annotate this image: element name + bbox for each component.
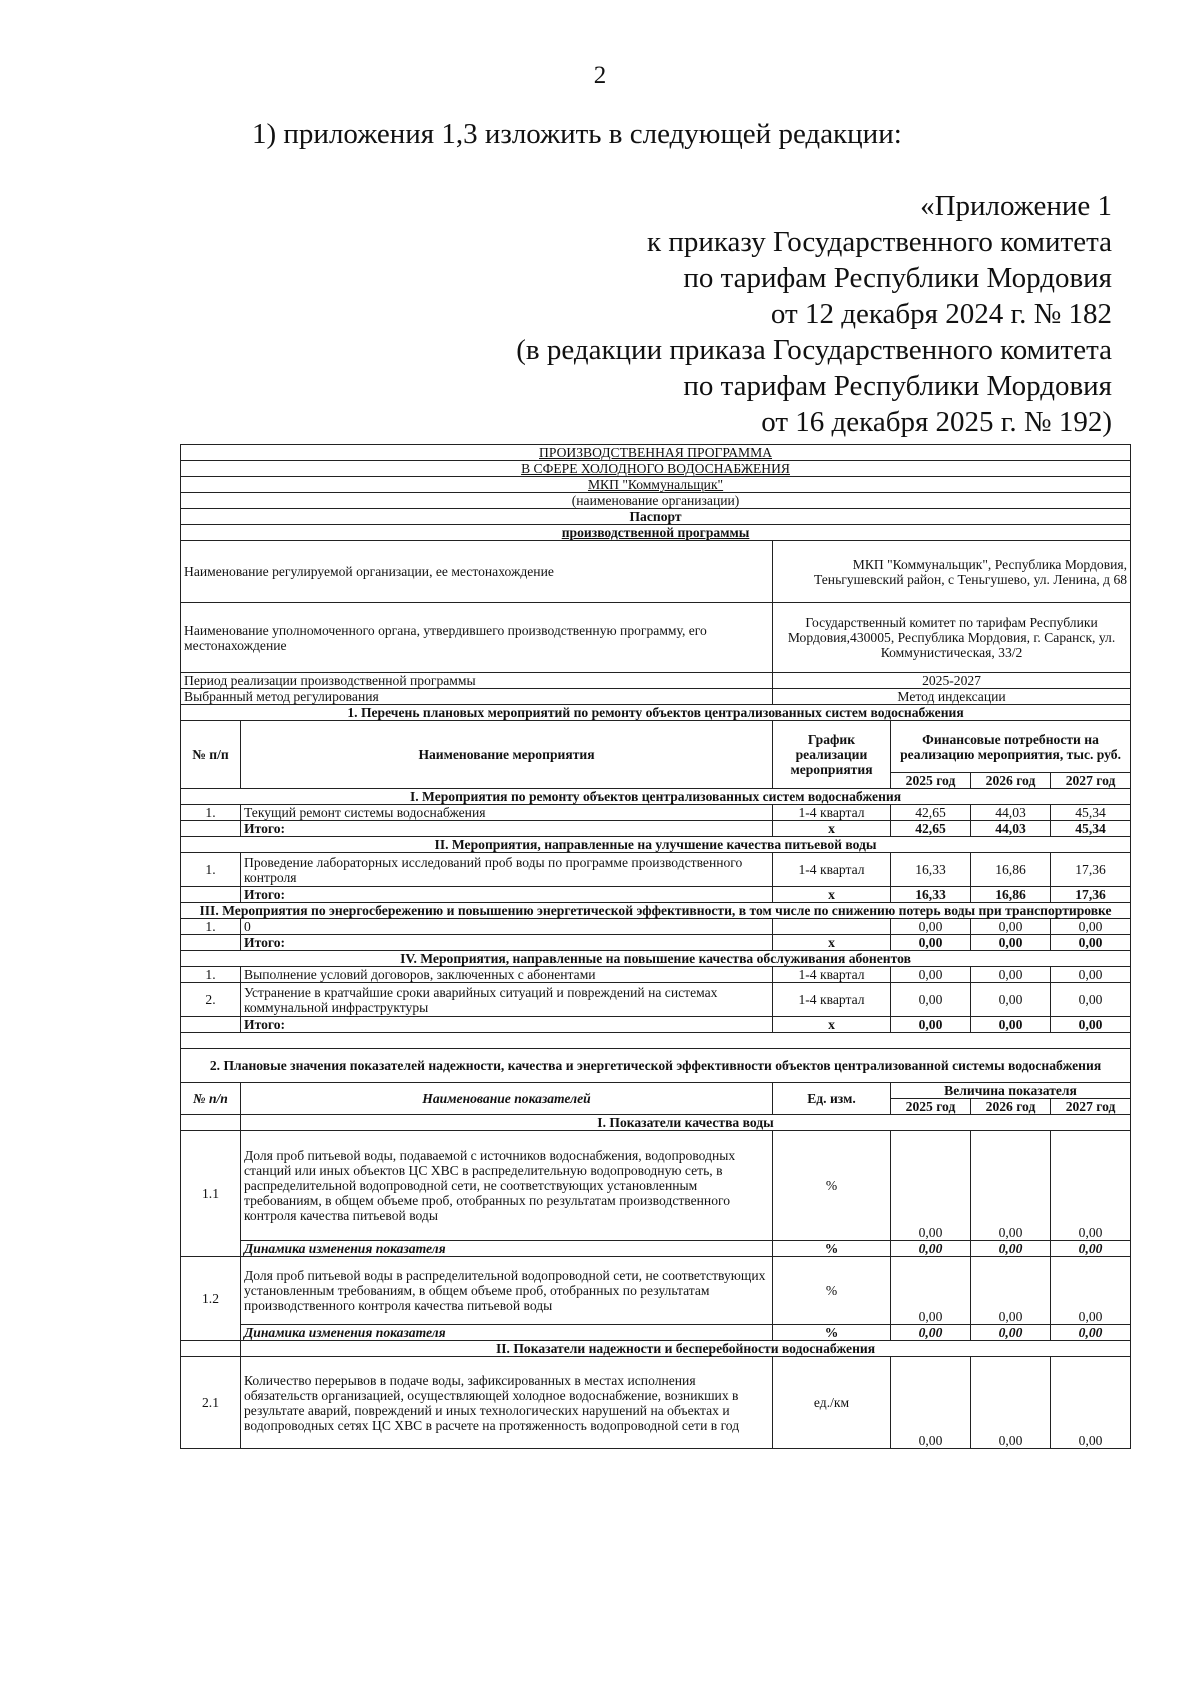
total-value: 0,00 (971, 1017, 1051, 1033)
total-row (181, 887, 1131, 903)
table-row (181, 1357, 1131, 1449)
passport-method-label: Выбранный метод регулирования (181, 689, 773, 705)
appendix-line: от 16 декабря 2025 г. № 192) (761, 406, 1112, 438)
col-header-number: № п/п (181, 721, 241, 789)
passport-org-value: МКП "Коммунальщик", Республика Мордовия, Теньгушевский район, с Теньгушево, ул. Ленина, д 68 (773, 541, 1131, 603)
value-cell: 0,00 (971, 919, 1051, 935)
value-cell: 0,00 (1051, 1357, 1131, 1449)
col-header-year: 2025 год (891, 1099, 971, 1115)
col-header-year: 2026 год (971, 773, 1051, 789)
table-row (181, 919, 1131, 935)
passport-authority-value: Государственный комитет по тарифам Республики Мордовия,430005, Республика Мордовия, г. Саранск, ул. Коммунистическая, 33/2 (773, 603, 1131, 673)
activity-name: Выполнение условий договоров, заключенных с абонентами (241, 967, 773, 983)
production-program-table (180, 444, 1131, 1449)
total-value: 17,36 (1051, 887, 1131, 903)
appendix-line: от 12 декабря 2024 г. № 182 (770, 298, 1112, 330)
page-number: 2 (593, 62, 607, 89)
passport-method-value: Метод индексации (773, 689, 1131, 705)
passport-authority-label: Наименование уполномоченного органа, утвердившего производственную программу, его местонахождение (181, 603, 773, 673)
total-row (181, 821, 1131, 837)
appendix-heading (516, 188, 1112, 440)
value-cell: 0,00 (971, 1257, 1051, 1325)
dynamics-value: 0,00 (891, 1241, 971, 1257)
passport-title: Паспорт (181, 509, 1131, 525)
activity-name: Текущий ремонт системы водоснабжения (241, 805, 773, 821)
value-cell: 0,00 (1051, 919, 1131, 935)
spacer-row (181, 1033, 1131, 1049)
dynamics-label: Динамика изменения показателя (241, 1325, 773, 1341)
value-cell: 0,00 (971, 983, 1051, 1017)
value-cell: 44,03 (971, 805, 1051, 821)
table-row (181, 805, 1131, 821)
col-header-financing: Финансовые потребности на реализацию мероприятия, тыс. руб. (891, 721, 1131, 773)
col-header-year: 2025 год (891, 773, 971, 789)
indicator-name: Доля проб питьевой воды в распределительной водопроводной сети, не соответствующих установленным требованиям, в общем объеме проб, отобранных по результатам производственного контроля качества питьевой воды (241, 1257, 773, 1325)
program-title: ПРОИЗВОДСТВЕННАЯ ПРОГРАММА (181, 445, 1131, 461)
total-value: 45,34 (1051, 821, 1131, 837)
table-row (181, 1131, 1131, 1241)
dynamics-row (181, 1325, 1131, 1341)
unit-cell: % (773, 1325, 891, 1341)
unit-cell: ед./км (773, 1357, 891, 1449)
value-cell: 0,00 (971, 967, 1051, 983)
dynamics-value: 0,00 (971, 1241, 1051, 1257)
passport-period-value: 2025-2027 (773, 673, 1131, 689)
value-cell: 0,00 (1051, 1131, 1131, 1241)
total-row (181, 1017, 1131, 1033)
value-cell: 16,86 (971, 853, 1051, 887)
value-cell: 0,00 (891, 1357, 971, 1449)
row-number: 1. (181, 919, 241, 935)
passport-subtitle: производственной программы (181, 525, 1131, 541)
value-cell: 42,65 (891, 805, 971, 821)
value-cell: 45,34 (1051, 805, 1131, 821)
total-value: 16,33 (891, 887, 971, 903)
value-cell: 0,00 (891, 1257, 971, 1325)
value-cell: 0,00 (891, 919, 971, 935)
value-cell: 0,00 (1051, 1257, 1131, 1325)
appendix-line: «Приложение 1 (920, 190, 1112, 222)
appendix-line: по тарифам Республики Мордовия (683, 370, 1112, 402)
total-label: Итого: (241, 1017, 773, 1033)
schedule-cell: 1-4 квартал (773, 805, 891, 821)
value-cell: 0,00 (1051, 983, 1131, 1017)
col-header-schedule: График реализации мероприятия (773, 721, 891, 789)
total-value: 44,03 (971, 821, 1051, 837)
value-cell: 16,33 (891, 853, 971, 887)
schedule-cell (773, 919, 891, 935)
section1-title: 1. Перечень плановых мероприятий по ремонту объектов централизованных систем водоснабжения (181, 705, 1131, 721)
activity-name: Проведение лабораторных исследований проб воды по программе производственного контроля (241, 853, 773, 887)
activity-name: Устранение в кратчайшие сроки аварийных ситуаций и повреждений на системах коммунальной инфраструктуры (241, 983, 773, 1017)
unit-cell: % (773, 1131, 891, 1241)
col-header-indicator: Наименование показателей (241, 1083, 773, 1115)
dynamics-value: 0,00 (891, 1325, 971, 1341)
schedule-cell: 1-4 квартал (773, 967, 891, 983)
col-header-number: № п/п (181, 1083, 241, 1115)
group-title: I. Мероприятия по ремонту объектов централизованных систем водоснабжения (181, 789, 1131, 805)
value-cell: 17,36 (1051, 853, 1131, 887)
indicator-name: Доля проб питьевой воды, подаваемой с источников водоснабжения, водопроводных станций или иных объектов ЦС ХВС в распределительную водопроводную сеть, в распределительной водопроводной сети, не соответствующих установленным требованиям, в общем объеме проб, отобранных по результатам производственного контроля качества питьевой воды (241, 1131, 773, 1241)
schedule-cell: 1-4 квартал (773, 853, 891, 887)
appendix-line: к приказу Государственного комитета (646, 226, 1112, 258)
org-caption: (наименование организации) (181, 493, 1131, 509)
passport-org-label: Наименование регулируемой организации, ее местонахождение (181, 541, 773, 603)
section2-title: 2. Плановые значения показателей надежности, качества и энергетической эффективности объектов централизованной системы водоснабжения (181, 1049, 1131, 1083)
group-title: II. Показатели надежности и бесперебойности водоснабжения (241, 1341, 1131, 1357)
col-header-value: Величина показателя (891, 1083, 1131, 1099)
total-value: 0,00 (891, 1017, 971, 1033)
value-cell: 0,00 (971, 1131, 1051, 1241)
table-row (181, 983, 1131, 1017)
col-header-year: 2026 год (971, 1099, 1051, 1115)
intro-text: 1) приложения 1,3 изложить в следующей редакции: (252, 118, 902, 150)
schedule-cell: 1-4 квартал (773, 983, 891, 1017)
group-title: III. Мероприятия по энергосбережению и повышению энергетической эффективности, в том числе по снижению потерь воды при транспортировке (181, 903, 1131, 919)
row-number: 1. (181, 805, 241, 821)
value-cell: 0,00 (891, 1131, 971, 1241)
x-mark: x (773, 821, 891, 837)
unit-cell: % (773, 1257, 891, 1325)
total-row (181, 935, 1131, 951)
total-value: 0,00 (1051, 935, 1131, 951)
value-cell: 0,00 (971, 1357, 1051, 1449)
program-subtitle: В СФЕРЕ ХОЛОДНОГО ВОДОСНАБЖЕНИЯ (181, 461, 1131, 477)
total-value: 16,86 (971, 887, 1051, 903)
x-mark: x (773, 935, 891, 951)
value-cell: 0,00 (1051, 967, 1131, 983)
dynamics-value: 0,00 (971, 1325, 1051, 1341)
appendix-line: (в редакции приказа Государственного комитета (516, 334, 1112, 366)
total-value: 0,00 (1051, 1017, 1131, 1033)
table-row (181, 1257, 1131, 1325)
total-label: Итого: (241, 821, 773, 837)
org-name: МКП "Коммунальщик" (181, 477, 1131, 493)
unit-cell: % (773, 1241, 891, 1257)
dynamics-label: Динамика изменения показателя (241, 1241, 773, 1257)
col-header-year: 2027 год (1051, 773, 1131, 789)
total-label: Итого: (241, 935, 773, 951)
row-number: 1.1 (181, 1131, 241, 1257)
total-label: Итого: (241, 887, 773, 903)
x-mark: x (773, 1017, 891, 1033)
row-number: 1.2 (181, 1257, 241, 1341)
row-number: 2.1 (181, 1357, 241, 1449)
row-number: 1. (181, 853, 241, 887)
passport-period-label: Период реализации производственной программы (181, 673, 773, 689)
value-cell: 0,00 (891, 983, 971, 1017)
row-number: 2. (181, 983, 241, 1017)
row-number: 1. (181, 967, 241, 983)
indicator-name: Количество перерывов в подаче воды, зафиксированных в местах исполнения обязательств организацией, осуществляющей холодное водоснабжение, возникших в результате аварий, повреждений и иных технологических нарушений на объектах и водопроводных сетях ЦС ХВС в расчете на протяженность водопроводной сети в год (241, 1357, 773, 1449)
activity-name: 0 (241, 919, 773, 935)
col-header-year: 2027 год (1051, 1099, 1131, 1115)
x-mark: x (773, 887, 891, 903)
dynamics-value: 0,00 (1051, 1325, 1131, 1341)
appendix-line: по тарифам Республики Мордовия (683, 262, 1112, 294)
table-row (181, 967, 1131, 983)
group-title: II. Мероприятия, направленные на улучшение качества питьевой воды (181, 837, 1131, 853)
total-value: 0,00 (891, 935, 971, 951)
group-title: IV. Мероприятия, направленные на повышение качества обслуживания абонентов (181, 951, 1131, 967)
table-row (181, 853, 1131, 887)
dynamics-value: 0,00 (1051, 1241, 1131, 1257)
total-value: 0,00 (971, 935, 1051, 951)
group-title: I. Показатели качества воды (241, 1115, 1131, 1131)
col-header-activity: Наименование мероприятия (241, 721, 773, 789)
total-value: 42,65 (891, 821, 971, 837)
col-header-unit: Ед. изм. (773, 1083, 891, 1115)
value-cell: 0,00 (891, 967, 971, 983)
dynamics-row (181, 1241, 1131, 1257)
